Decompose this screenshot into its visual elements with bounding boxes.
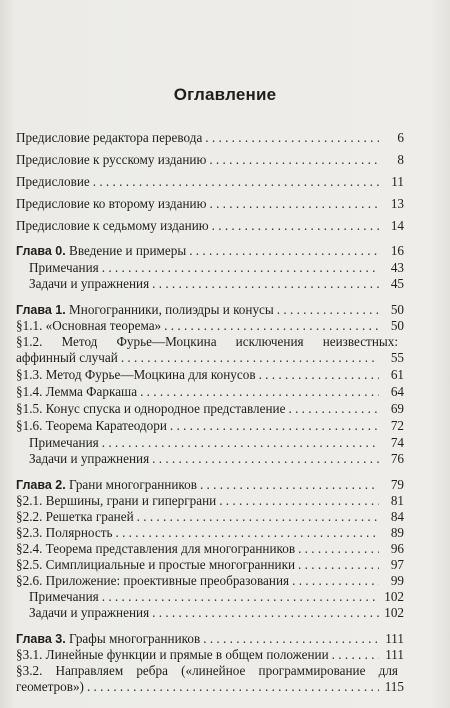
chapter-title: Многогранники, полиэдры и конусы [69, 302, 274, 317]
toc-entry[interactable] [16, 384, 404, 401]
toc-entry[interactable] [16, 647, 404, 663]
entry-page: 55 [390, 350, 404, 365]
entry-label-line-1: §3.2. Направляем ребра («линейное программирование для [16, 663, 398, 678]
chapter-1-entry[interactable] [16, 302, 404, 318]
entry-label: Предисловие редактора перевода [16, 130, 203, 145]
toc-entry[interactable] [16, 589, 404, 605]
entry-label: §2.5. Симплициальные и простые многогранники [16, 557, 296, 572]
entry-page: 115 [384, 679, 404, 694]
chapter-3-entry[interactable] [16, 631, 404, 647]
entry-label: §1.6. Теорема Каратеодори [16, 418, 167, 433]
entry-page: 97 [390, 557, 404, 572]
entry-page: 50 [390, 318, 404, 333]
entry-label: Предисловие [16, 174, 90, 189]
entry-page: 99 [390, 573, 404, 588]
table-of-contents [16, 128, 404, 695]
entry-page: 102 [384, 605, 404, 620]
entry-page: 11 [391, 174, 404, 189]
toc-entry[interactable] [16, 525, 404, 541]
chapter-number: Глава 0. [16, 244, 66, 258]
page-title: Оглавление [173, 85, 277, 104]
toc-entry[interactable] [16, 435, 404, 451]
entry-page: 13 [390, 196, 404, 211]
chapter-2-entry[interactable] [16, 477, 404, 493]
entry-label: Предисловие к русскому изданию [16, 152, 207, 167]
entry-label-line-2: аффинный случай [16, 350, 118, 365]
entry-page: 45 [390, 276, 404, 291]
entry-page: 96 [390, 541, 404, 556]
toc-entry[interactable] [16, 418, 404, 435]
entry-page: 74 [390, 435, 404, 450]
entry-page: 72 [390, 418, 404, 433]
entry-page: 69 [390, 401, 404, 416]
entry-page: 76 [390, 451, 404, 466]
chapter-number: Глава 3. [16, 632, 66, 646]
entry-label: §1.5. Конус спуска и однородное представление [16, 401, 286, 416]
toc-entry[interactable] [16, 451, 404, 467]
toc-entry[interactable] [16, 541, 404, 557]
chapter-title: Графы многогранников [69, 631, 201, 646]
toc-entry[interactable] [16, 218, 404, 240]
toc-entry-two-line[interactable] [16, 663, 404, 695]
entry-label: Примечания [29, 435, 99, 450]
entry-label-line-1: §1.2. Метод Фурье—Моцкина исключения неизвестных: [16, 334, 398, 349]
chapter-number: Глава 1. [16, 303, 66, 317]
entry-label: Задачи и упражнения [29, 605, 150, 620]
entry-page: 14 [390, 218, 404, 233]
toc-entry[interactable] [16, 573, 404, 589]
entry-page: 6 [397, 130, 404, 145]
entry-label: Предисловие к седьмому изданию [16, 218, 209, 233]
entry-label: §3.1. Линейные функции и прямые в общем положении [16, 647, 329, 662]
chapter-0-entry[interactable] [16, 243, 404, 260]
entry-label-line-2: геометров») [16, 679, 84, 694]
entry-page: 81 [390, 493, 404, 508]
toc-entry[interactable] [16, 318, 404, 334]
toc-entry[interactable] [16, 196, 404, 218]
chapter-title: Грани многогранников [69, 477, 197, 492]
toc-entry[interactable] [16, 174, 404, 196]
entry-page: 64 [390, 384, 404, 399]
toc-entry[interactable] [16, 493, 404, 509]
toc-entry[interactable] [16, 260, 404, 276]
chapter-title: Введение и примеры [69, 243, 187, 258]
toc-entry[interactable] [16, 605, 404, 621]
entry-label: §2.3. Полярность [16, 525, 113, 540]
entry-page: 61 [390, 367, 404, 382]
entry-label: Задачи и упражнения [29, 451, 150, 466]
entry-page: 43 [390, 260, 404, 275]
entry-label: Примечания [29, 589, 99, 604]
toc-entry[interactable] [16, 557, 404, 573]
entry-page: 111 [385, 631, 404, 646]
entry-label: Задачи и упражнения [29, 276, 150, 291]
toc-entry[interactable] [16, 401, 404, 418]
entry-label: §2.4. Теорема представления для многогранников [16, 541, 296, 556]
entry-label: §2.2. Решетка граней [16, 509, 134, 524]
entry-label: §2.6. Приложение: проективные преобразования [16, 573, 290, 588]
entry-label: §2.1. Вершины, грани и гиперграни [16, 493, 217, 508]
entry-page: 89 [390, 525, 404, 540]
toc-entry[interactable] [16, 130, 404, 152]
toc-entry[interactable] [16, 152, 404, 174]
entry-page: 16 [390, 243, 404, 258]
entry-page: 50 [390, 302, 404, 317]
toc-entry[interactable] [16, 276, 404, 292]
entry-label: §1.1. «Основная теорема» [16, 318, 162, 333]
entry-page: 79 [390, 477, 404, 492]
toc-entry-two-line[interactable] [16, 334, 404, 367]
entry-page: 8 [397, 152, 404, 167]
toc-entry[interactable] [16, 509, 404, 525]
entry-label: §1.4. Лемма Фаркаша [16, 384, 138, 399]
entry-page: 111 [385, 647, 404, 662]
entry-page: 84 [390, 509, 404, 524]
toc-entry[interactable] [16, 367, 404, 384]
entry-label: Примечания [29, 260, 99, 275]
entry-label: Предисловие ко второму изданию [16, 196, 207, 211]
chapter-number: Глава 2. [16, 478, 66, 492]
entry-label: §1.3. Метод Фурье—Моцкина для конусов [16, 367, 256, 382]
entry-page: 102 [384, 589, 404, 604]
